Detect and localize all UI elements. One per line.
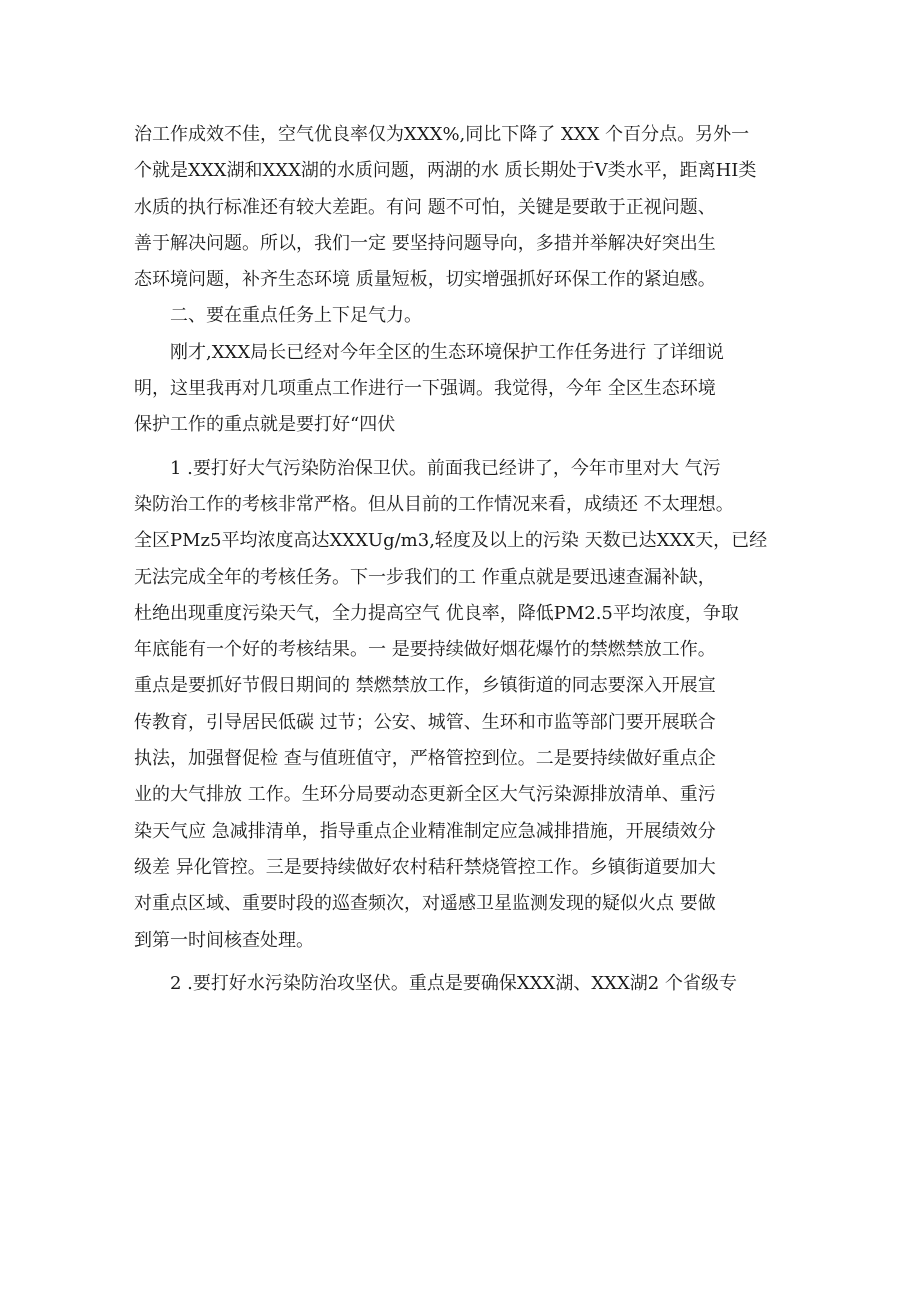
- body-text-line: 传教育，引导居民低碳 过节；公安、城管、生环和市监等部门要开展联合: [134, 711, 716, 733]
- body-text-line: 水质的执行标准还有较大差距。有问 题不可怕，关键是要敢于正视问题、: [134, 196, 716, 218]
- body-text-line: 染天气应 急减排清单，指导重点企业精准制定应急减排措施，开展绩效分: [134, 820, 716, 842]
- paragraph-first-line: 刚才,XXX局长已经对今年全区的生态环境保护工作任务进行 了详细说: [170, 341, 724, 363]
- body-text-line: 年底能有一个好的考核结果。一 是要持续做好烟花爆竹的禁燃禁放工作。: [134, 639, 716, 661]
- body-text-line: 个就是XXX湖和XXX湖的水质问题，两湖的水 质长期处于V类水平，距离HI类: [134, 160, 757, 182]
- body-text-line: 态环境问题，补齐生态环境 质量短板，切实增强抓好环保工作的紧迫感。: [134, 269, 716, 291]
- body-text-line: 业的大气排放 工作。生环分局要动态更新全区大气污染源排放清单、重污: [134, 784, 716, 806]
- numbered-item-heading: 2 .要打好水污染防治攻坚伏。重点是要确保XXX湖、XXX湖2 个省级专: [170, 972, 737, 994]
- body-text-line: 重点是要抓好节假日期间的 禁燃禁放工作，乡镇街道的同志要深入开展宣: [134, 675, 716, 697]
- paragraph-gap: [134, 444, 799, 451]
- body-text-line: 明，这里我再对几项重点工作进行一下强调。我觉得，今年 全区生态环境: [134, 378, 716, 400]
- body-text-line: 染防治工作的考核非常严格。但从目前的工作情况来看，成绩还 不太理想。: [134, 493, 734, 515]
- body-text-line: 到第一时间核查处理。: [134, 929, 314, 951]
- body-text-line: 无法完成全年的考核任务。下一步我们的工 作重点就是要迅速查漏补缺，: [134, 566, 716, 588]
- section-heading: 二、要在重点任务上下足气力。: [170, 305, 422, 327]
- paragraph-gap: [134, 959, 799, 966]
- numbered-item-heading: 1 .要打好大气污染防治保卫伏。前面我已经讲了，今年市里对大 气污: [170, 457, 721, 479]
- body-text-line: 对重点区域、重要时段的巡查频次，对遥感卫星监测发现的疑似火点 要做: [134, 893, 716, 915]
- document-body: [134, 117, 799, 1002]
- body-text-line: 杜绝出现重度污染天气，全力提高空气 优良率，降低PM2.5平均浓度，争取: [134, 602, 739, 624]
- body-text-line: 级差 异化管控。三是要持续做好农村秸秆禁烧管控工作。乡镇街道要加大: [134, 856, 716, 878]
- body-text-line: 治工作成效不佳，空气优良率仅为XXX%,同比下降了 XXX 个百分点。另外一: [134, 124, 750, 145]
- body-text-line: 全区PMz5平均浓度高达XXXUg/m3,轻度及以上的污染 天数已达XXX天，已经: [134, 530, 768, 552]
- body-text-line: 执法，加强督促检 查与值班值守，严格管控到位。二是要持续做好重点企: [134, 748, 716, 770]
- body-text-line: 善于解决问题。所以，我们一定 要坚持问题导向，多措并举解决好突出生: [134, 232, 716, 254]
- body-text-line: 保护工作的重点就是要打好“四伏: [134, 414, 396, 436]
